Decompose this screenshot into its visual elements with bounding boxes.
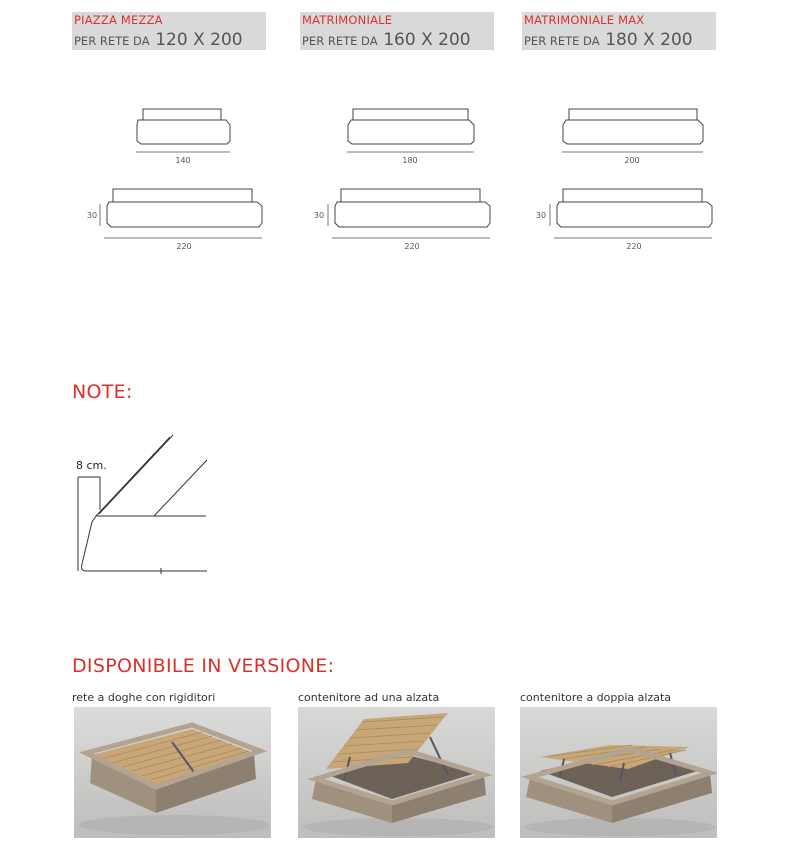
size-prefix: PER RETE DA: [302, 34, 378, 48]
front-view-piazza-mezza: [136, 109, 230, 152]
note-title: NOTE:: [72, 381, 133, 403]
size-name: MATRIMONIALE: [302, 13, 393, 27]
size-prefix: PER RETE DA: [74, 34, 150, 48]
version-label-contenitore-doppia-alzata: contenitore a doppia alzata: [520, 691, 672, 704]
size-dimensions: 120 X 200: [155, 30, 243, 50]
detail-8cm-label: 8 cm.: [76, 459, 107, 472]
side-height-label: 30: [313, 211, 325, 220]
size-dimensions: 180 X 200: [605, 30, 693, 50]
version-label-contenitore-una-alzata: contenitore ad una alzata: [298, 691, 440, 704]
photo-contenitore-una-alzata: [298, 707, 495, 838]
side-view-matrimoniale: [328, 189, 490, 238]
side-view-piazza-mezza: [100, 189, 262, 238]
size-prefix: PER RETE DA: [524, 34, 600, 48]
photo-rete-a-doghe: [74, 707, 271, 838]
side-height-label: 30: [86, 211, 98, 220]
size-name: PIAZZA MEZZA: [74, 13, 163, 27]
bed-technical-drawings: [0, 0, 790, 270]
side-height-label: 30: [535, 211, 547, 220]
size-dimensions: 160 X 200: [383, 30, 471, 50]
side-length-label: 220: [176, 242, 192, 251]
version-label-rete-a-doghe: rete a doghe con rigiditori: [72, 691, 216, 704]
side-view-matrimoniale-max: [550, 189, 712, 238]
photo-contenitore-doppia-alzata: [520, 707, 717, 838]
size-name: MATRIMONIALE MAX: [524, 13, 645, 27]
front-view-matrimoniale-max: [562, 109, 703, 152]
front-view-matrimoniale: [347, 109, 474, 152]
corner-detail-drawing: [70, 432, 220, 582]
versions-title: DISPONIBILE IN VERSIONE:: [72, 655, 335, 677]
top-width-label: 140: [175, 156, 191, 165]
side-length-label: 220: [404, 242, 420, 251]
top-width-label: 180: [402, 156, 418, 165]
top-width-label: 200: [624, 156, 640, 165]
side-length-label: 220: [626, 242, 642, 251]
